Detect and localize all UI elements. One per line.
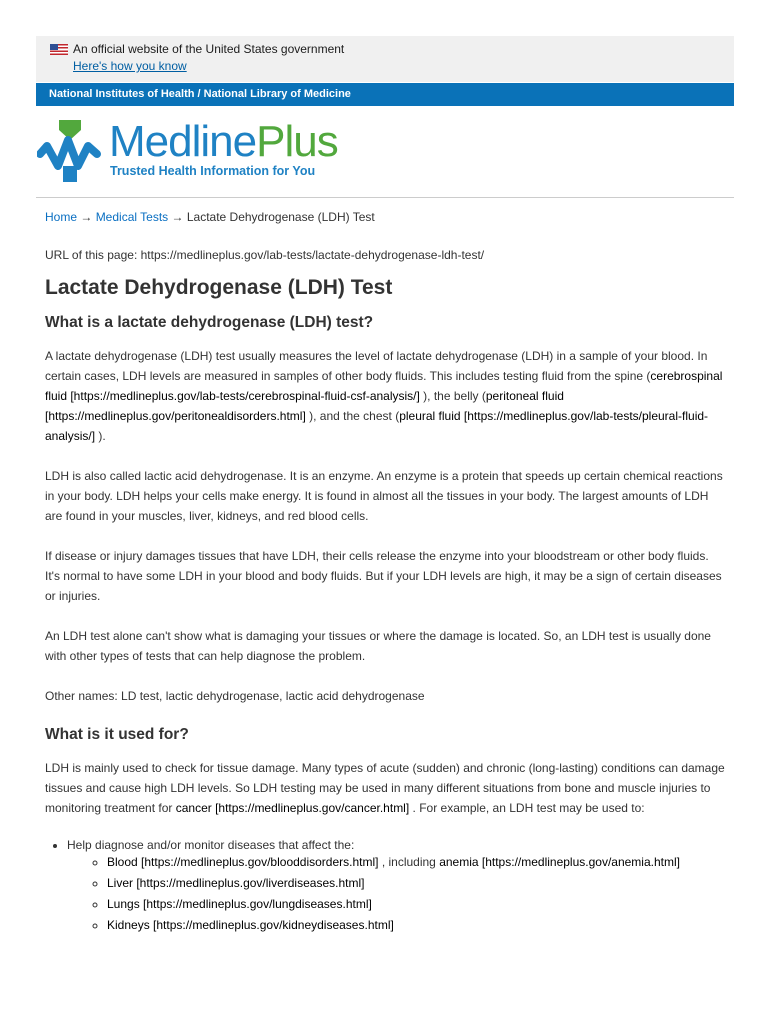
cerebrospinal-fluid-link[interactable]: cerebrospinal fluid [https://medlineplus.gov/lab-tests/cerebrospinal-fluid-csf-analysis/]: [45, 369, 723, 403]
list-item: • Help diagnose and/or monitor diseases that affect the: ◦ Blood [https://medlineplus.gov/blooddisorders.html] , including anemia [https://medlineplus.gov/anemia.html] ◦ Liver [https://medlineplus.gov/liverdiseases.html] ◦ Lungs [https://medlineplus.gov/lungdiseases.html] ◦ Kidneys [https://medlineplus.gov/kidneydiseases.html]: [67, 838, 725, 933]
gov-banner: [36, 36, 734, 82]
paragraph: A lactate dehydrogenase (LDH) test usually measures the level of lactate dehydrogenase (LDH) in a sample of your blood. In certain cases, LDH levels are measured in samples of other body fluids. This includes testing fluid from the spine (cerebrospinal fluid [https://medlineplus.gov/lab-tests/cerebrospinal-fluid-csf-analysis/] ), the belly (peritoneal fluid [https://medlineplus.gov/peritonealdisorders.html] ), and the chest (pleural fluid [https://medlineplus.gov/lab-tests/pleural-fluid-analysis/] ).: [45, 349, 723, 443]
sub-list: [67, 855, 725, 933]
breadcrumb-separator: →: [168, 210, 187, 224]
us-flag-icon: [50, 44, 68, 55]
list-item: ◦ Blood [https://medlineplus.gov/blooddisorders.html] , including anemia [https://medlineplus.gov/anemia.html]: [107, 855, 725, 870]
paragraph: An LDH test alone can't show what is damaging your tissues or where the damage is located. So, an LDH test is usually done with other types of tests that can help diagnose the problem.: [45, 629, 711, 663]
nih-bar: [36, 83, 734, 106]
page-url: URL of this page: https://medlineplus.gov/lab-tests/lactate-dehydrogenase-ldh-test/: [45, 248, 485, 262]
medlineplus-emblem-icon: [37, 116, 103, 186]
breadcrumb-separator: →: [77, 210, 96, 224]
blood-link[interactable]: Blood [https://medlineplus.gov/blooddisorders.html]: [107, 855, 379, 869]
lungs-link[interactable]: Lungs [https://medlineplus.gov/lungdiseases.html]: [107, 897, 372, 911]
header-divider: [36, 197, 734, 198]
list-item: [107, 918, 725, 933]
anemia-link[interactable]: anemia [https://medlineplus.gov/anemia.html]: [439, 855, 680, 869]
logo-wordmark: MedlinePlus: [109, 117, 338, 166]
logo-tagline: Trusted Health Information for You: [110, 164, 316, 178]
nih-bar-text[interactable]: National Institutes of Health / National Library of Medicine: [49, 88, 351, 100]
list-item: [107, 897, 725, 912]
page-title: Lactate Dehydrogenase (LDH) Test: [45, 276, 393, 299]
paragraph: If disease or injury damages tissues that have LDH, their cells release the enzyme into your bloodstream or other body fluids. It's normal to have some LDH in your blood and body fluids. But if your LDH levels are high, it may be a sign of certain diseases or injuries.: [45, 549, 722, 603]
other-names: Other names: LD test, lactic dehydrogenase, lactic acid dehydrogenase: [45, 689, 425, 703]
main-content: [45, 248, 725, 939]
section-heading-what-is: What is a lactate dehydrogenase (LDH) test?: [45, 314, 374, 331]
breadcrumb-current: Lactate Dehydrogenase (LDH) Test: [186, 210, 375, 224]
pleural-fluid-link[interactable]: pleural fluid [https://medlineplus.gov/lab-tests/pleural-fluid-analysis/]: [45, 409, 709, 443]
cancer-link[interactable]: cancer [https://medlineplus.gov/cancer.html]: [175, 801, 410, 815]
paragraph: LDH is mainly used to check for tissue damage. Many types of acute (sudden) and chronic (long-lasting) conditions can damage tissues and cause high LDH levels. So LDH testing may be used in many different situations from bone and muscle injuries to monitoring treatment for cancer [https://medlineplus.gov/cancer.html] . For example, an LDH test may be used to:: [45, 761, 725, 815]
paragraph: LDH is also called lactic acid dehydrogenase. It is an enzyme. An enzyme is a protein that speeds up certain chemical reactions in your body. LDH helps your cells make energy. It is found in almost all the tissues in your body. The largest amounts of LDH are found in your muscles, liver, kidneys, and red blood cells.: [45, 469, 723, 523]
breadcrumb-medical-tests-link[interactable]: Medical Tests: [95, 210, 169, 224]
breadcrumb-home-link[interactable]: Home: [45, 210, 78, 224]
heres-how-you-know-link[interactable]: Here's how you know: [73, 59, 187, 73]
breadcrumb: [45, 210, 375, 224]
liver-link[interactable]: Liver [https://medlineplus.gov/liverdiseases.html]: [107, 876, 365, 890]
kidneys-link[interactable]: Kidneys [https://medlineplus.gov/kidneydiseases.html]: [107, 918, 394, 932]
medlineplus-logo[interactable]: [37, 112, 347, 192]
list-item: [107, 876, 725, 891]
section-heading-used-for: What is it used for?: [45, 726, 189, 743]
gov-banner-text: An official website of the United States government: [73, 42, 345, 56]
uses-list: [45, 838, 725, 933]
peritoneal-fluid-link[interactable]: peritoneal fluid [https://medlineplus.gov/peritonealdisorders.html]: [45, 389, 564, 423]
